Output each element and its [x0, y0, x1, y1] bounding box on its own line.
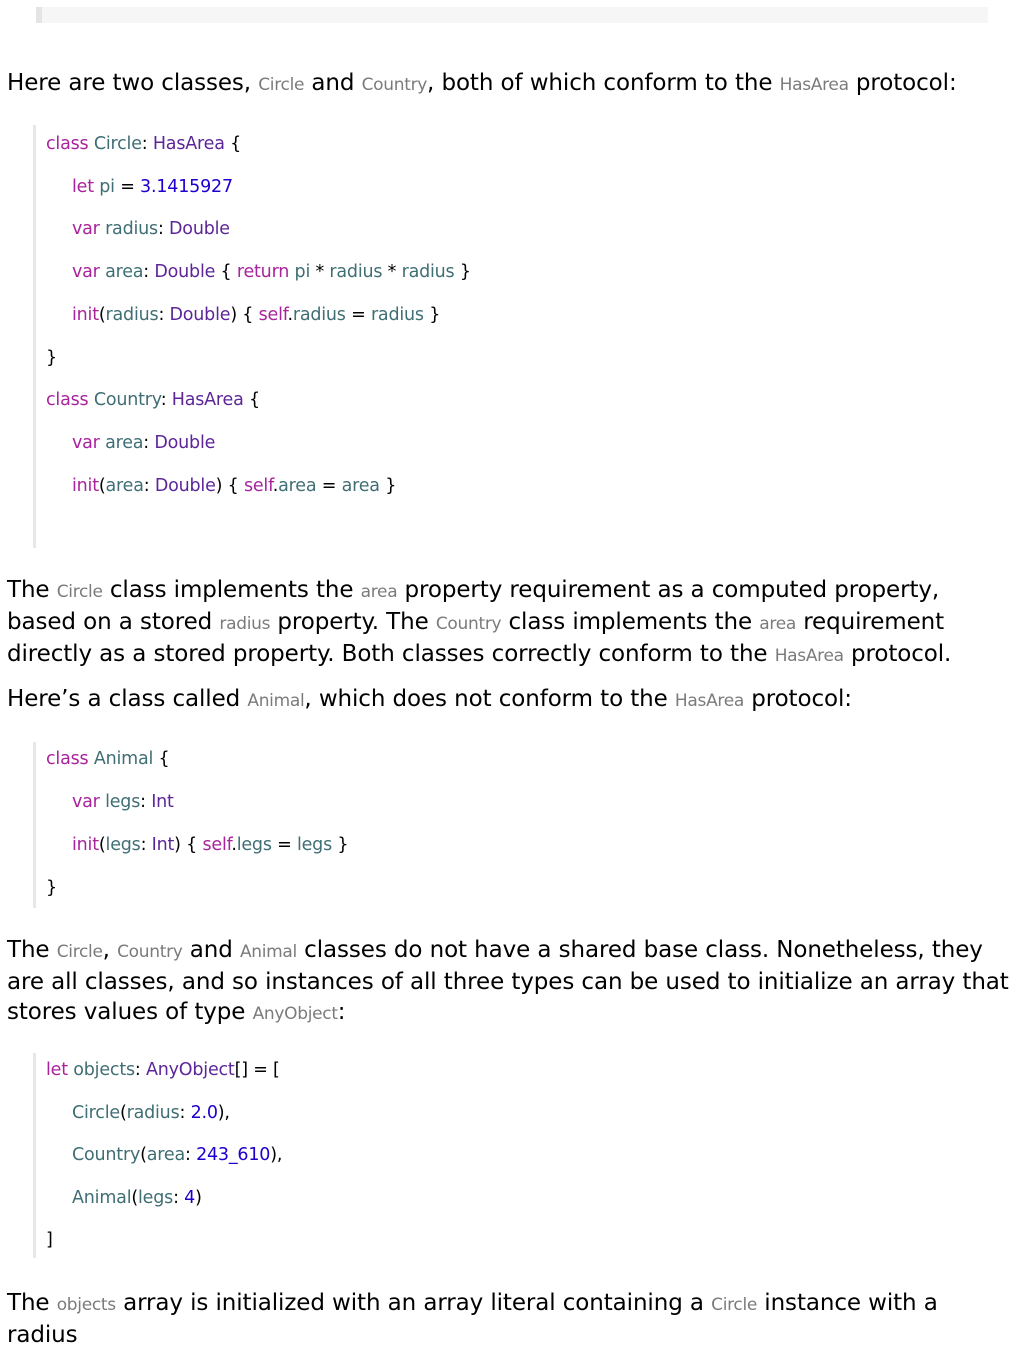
code-token: :: [143, 432, 155, 453]
code-line: [46, 1230, 53, 1250]
code-token: legs: [105, 835, 141, 855]
code-token: HasArea: [171, 390, 244, 411]
code-token: Int: [151, 835, 175, 855]
code-token: area: [105, 475, 144, 496]
code-token: Double: [169, 304, 231, 325]
code-token: let: [72, 176, 94, 197]
inline-code: Animal: [247, 691, 305, 711]
code-token: class: [46, 749, 89, 769]
code-token: {: [215, 262, 237, 283]
code-token: *: [382, 262, 402, 283]
code-token: }: [46, 878, 57, 898]
code-token: {: [153, 749, 170, 769]
code-line: [72, 1145, 282, 1165]
code-line: [72, 177, 233, 197]
code-token: radius: [292, 304, 346, 325]
code-token: var: [72, 219, 100, 240]
code-token: :: [185, 1145, 197, 1165]
code-token: (: [119, 1102, 127, 1123]
code-token: AnyObject: [145, 1060, 235, 1080]
code-token: Double: [154, 475, 216, 496]
code-block-animal: [33, 742, 349, 908]
code-line: [72, 1103, 230, 1123]
code-token: :: [160, 390, 172, 411]
code-token: =: [271, 835, 297, 855]
code-token: Circle: [93, 134, 142, 154]
code-token: (: [98, 835, 106, 855]
inline-code: objects: [56, 1295, 116, 1315]
code-token: :: [158, 304, 170, 325]
code-token: let: [46, 1060, 68, 1080]
code-line: [72, 433, 215, 453]
code-token: init: [72, 304, 99, 325]
code-token: =: [345, 304, 371, 325]
code-line: [46, 348, 57, 368]
code-line: [72, 835, 348, 855]
code-token: Double: [154, 262, 216, 283]
code-token: ) {: [174, 835, 203, 855]
code-token: 2.0: [190, 1102, 218, 1123]
code-token: pi: [294, 262, 311, 283]
code-token: self: [258, 304, 288, 325]
code-token: Int: [151, 792, 174, 812]
code-token: (: [140, 1145, 147, 1165]
code-token: pi: [99, 176, 115, 197]
code-token: area: [105, 262, 144, 283]
code-token: radius: [401, 262, 455, 283]
code-token: :: [141, 134, 153, 154]
code-token: class: [46, 390, 89, 411]
code-token: :: [173, 1187, 185, 1208]
code-token: Double: [169, 219, 230, 240]
code-token: self: [243, 475, 273, 496]
code-token: ) {: [230, 304, 259, 325]
code-token: class: [46, 134, 89, 154]
code-line: [46, 749, 169, 769]
code-token: .: [231, 835, 237, 855]
code-token: radius: [105, 304, 159, 325]
code-token: radius: [105, 219, 158, 240]
code-token: var: [72, 432, 100, 453]
inline-code: Country: [435, 614, 502, 634]
code-token: =: [316, 475, 342, 496]
inline-code: Circle: [56, 582, 103, 602]
code-token: ) {: [215, 475, 244, 496]
code-token: init: [72, 835, 99, 855]
code-token: Animal: [93, 749, 154, 769]
code-token: :: [140, 835, 152, 855]
code-line: [72, 1188, 202, 1208]
code-token: ),: [217, 1102, 230, 1123]
inline-code: Circle: [711, 1295, 758, 1315]
code-token: Circle: [72, 1102, 120, 1123]
code-token: legs: [236, 835, 272, 855]
paragraph-intro: Here are two classes, Circle and Country, both of which conform to the HasArea protocol:: [7, 70, 957, 96]
code-line: [46, 1060, 280, 1080]
inline-code: radius: [219, 614, 271, 634]
inline-code: Circle: [258, 75, 305, 95]
code-token: Country: [72, 1145, 141, 1165]
code-line: [72, 792, 174, 812]
inline-code: Animal: [239, 942, 297, 962]
code-token: {: [224, 134, 242, 154]
code-token: legs: [105, 792, 141, 812]
inline-code: area: [360, 582, 398, 602]
code-token: legs: [296, 835, 333, 855]
code-token: area: [105, 432, 144, 453]
code-token: HasArea: [152, 134, 225, 154]
code-token: self: [202, 835, 232, 855]
code-block-classes: [33, 125, 471, 548]
code-token: (: [98, 304, 106, 325]
inline-code: HasArea: [774, 646, 844, 666]
code-line: [72, 305, 440, 325]
code-token: :: [134, 1060, 146, 1080]
code-token: }: [332, 835, 349, 855]
code-token: Animal: [72, 1187, 132, 1208]
code-token: return: [236, 262, 290, 283]
code-token: radius: [126, 1102, 180, 1123]
code-token: :: [143, 262, 155, 283]
code-token: init: [72, 475, 99, 496]
code-token: .: [287, 304, 293, 325]
code-token: legs: [138, 1187, 174, 1208]
paragraph-animal-intro: Here’s a class called Animal, which does not conform to the HasArea protocol:: [7, 686, 852, 712]
inline-code: Country: [117, 942, 183, 962]
code-token: :: [157, 219, 170, 240]
code-line: [46, 390, 260, 410]
code-token: ): [195, 1187, 202, 1208]
code-token: {: [243, 390, 260, 411]
inline-code: Country: [361, 75, 428, 95]
code-token: :: [140, 792, 152, 812]
code-token: }: [379, 475, 397, 496]
code-token: (: [131, 1187, 138, 1208]
inline-code: HasArea: [674, 691, 745, 711]
code-token: radius: [329, 262, 383, 283]
inline-code: AnyObject: [252, 1004, 338, 1024]
inline-code: HasArea: [779, 75, 849, 95]
code-block-objects: [33, 1053, 283, 1258]
code-token: (: [98, 475, 106, 496]
code-token: *: [310, 262, 330, 283]
code-token: =: [114, 176, 141, 197]
code-token: area: [278, 475, 317, 496]
code-token: 4: [184, 1187, 196, 1208]
code-token: }: [454, 262, 471, 283]
code-token: :: [143, 475, 155, 496]
paragraph-objects-array: The objects array is initialized with an array literal containing a Circle instance with a radius: [7, 1290, 938, 1348]
paragraph-circle-country: The Circle class implements the area property requirement as a computed property, based on a stored radius property. The Country class implements the area requirement directly as a stored property. Both classes correctly conform to the HasArea protocol.: [7, 577, 952, 667]
top-scroll-bar: [36, 7, 988, 23]
code-token: objects: [73, 1060, 135, 1080]
code-token: Country: [93, 390, 161, 411]
code-token: :: [179, 1102, 191, 1123]
code-line: [46, 878, 57, 898]
code-token: Double: [154, 432, 216, 453]
code-token: }: [423, 304, 441, 325]
code-token: var: [72, 262, 100, 283]
code-line: [46, 134, 241, 154]
code-line: [72, 262, 471, 282]
code-token: radius: [370, 304, 424, 325]
code-line: [72, 476, 396, 496]
code-token: area: [341, 475, 380, 496]
code-token: var: [72, 792, 100, 812]
code-token: }: [46, 347, 57, 368]
code-token: .: [272, 475, 279, 496]
code-token: ),: [270, 1145, 283, 1165]
inline-code: area: [759, 614, 796, 634]
code-token: ]: [46, 1230, 53, 1250]
inline-code: Circle: [56, 942, 103, 962]
code-token: 3.1415927: [140, 176, 233, 197]
paragraph-anyobject: The Circle, Country and Animal classes do not have a shared base class. Nonetheless, they are all classes, and so instances of all three types can be used to initialize an array that stores values of type AnyObject:: [7, 937, 1009, 1025]
code-token: 243_610: [196, 1145, 271, 1165]
code-line: [72, 219, 230, 239]
code-token: [] = [: [234, 1060, 280, 1080]
code-token: area: [146, 1145, 185, 1165]
